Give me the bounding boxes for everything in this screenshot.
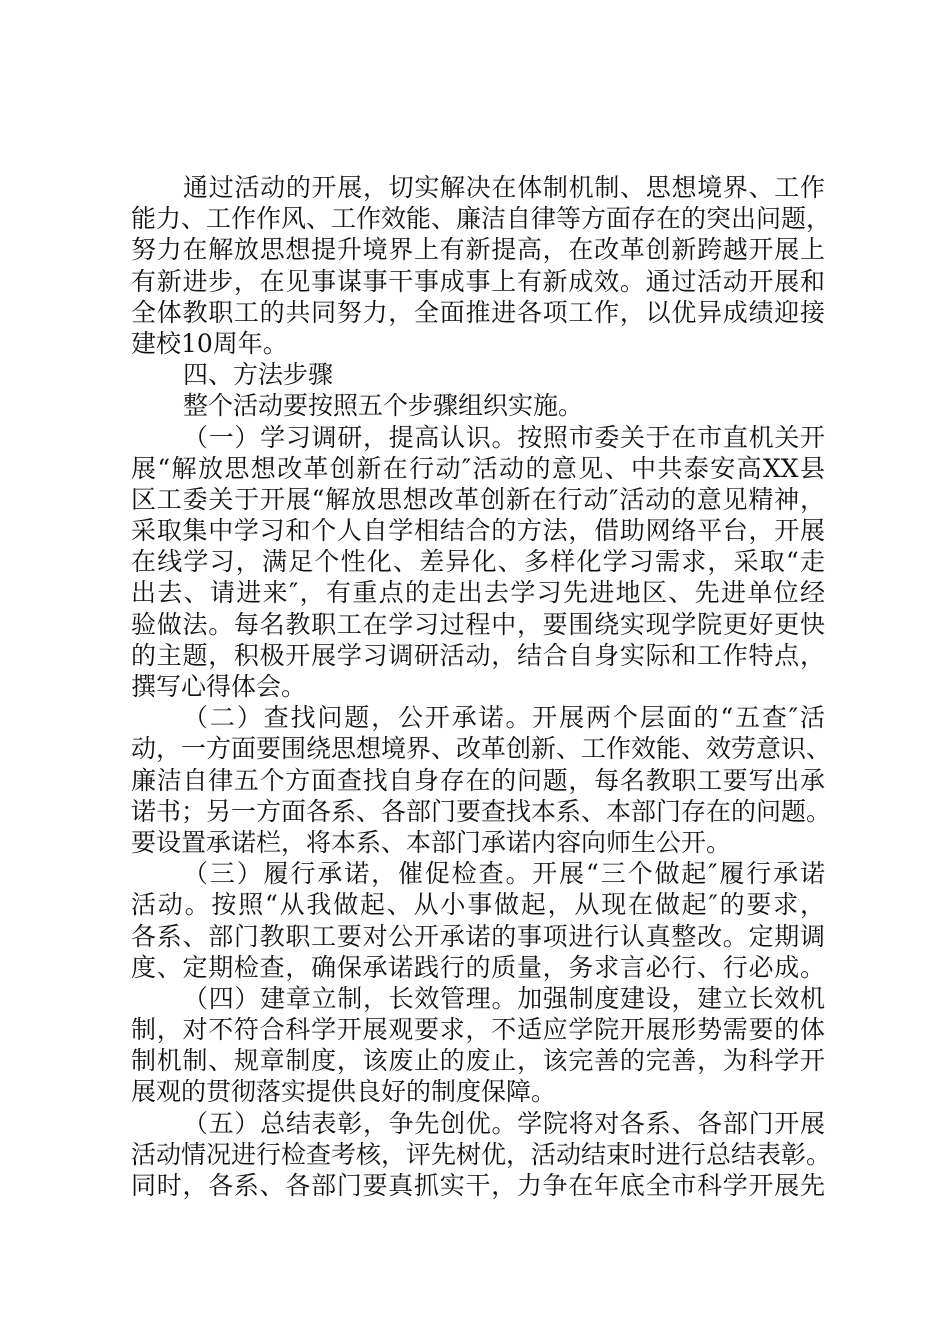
- text-line: 展“解放思想改革创新在行动″活动的意见、中共泰安高XX县: [131, 453, 825, 483]
- text-line: （二）查找问题，公开承诺。开展两个层面的“五查″活: [183, 703, 825, 733]
- text-line: 制机制、规章制度，该废止的废止，该完善的完善，为科学开: [131, 1046, 825, 1076]
- text-line: （四）建章立制，长效管理。加强制度建设，建立长效机: [183, 983, 825, 1013]
- text-line: 验做法。每名教职工在学习过程中，要围绕实现学院更好更快: [131, 609, 825, 639]
- text-line: 努力在解放思想提升境界上有新提高，在改革创新跨越开展上: [131, 235, 825, 265]
- text-line: 制，对不符合科学开展观要求，不适应学院开展形势需要的体: [131, 1015, 825, 1045]
- text-line: 的主题，积极开展学习调研活动，结合自身实际和工作特点，: [131, 640, 825, 670]
- text-line: 活动。按照“从我做起、从小事做起，从现在做起″的要求，: [131, 890, 825, 920]
- text-line: 度、定期检查，确保承诺践行的质量，务求言必行、行必成。: [131, 952, 825, 982]
- text-line: （一）学习调研，提高认识。按照市委关于在市直机关开: [183, 422, 825, 452]
- text-line: 建校10周年。: [131, 328, 288, 358]
- text-line: 动，一方面要围绕思想境界、改革创新、工作效能、效劳意识、: [131, 734, 832, 764]
- text-line: 活动情况进行检查考核，评先树优，活动结束时进行总结表彰。: [131, 1139, 832, 1169]
- text-line: 撰写心得体会。: [131, 672, 307, 701]
- text-line: 要设置承诺栏，将本系、本部门承诺内容向师生公开。: [131, 827, 732, 857]
- paragraph-heading-4: [131, 359, 825, 390]
- text-line: 廉洁自律五个方面查找自身存在的问题，每名教职工要写出承: [131, 765, 825, 795]
- text-line: 有新进步，在见事谋事干事成事上有新成效。通过活动开展和: [131, 266, 825, 296]
- text-line: 通过活动的开展，切实解决在体制机制、思想境界、工作: [183, 173, 825, 202]
- text-line: 展观的贯彻落实提供良好的制度保障。: [131, 1077, 557, 1107]
- paragraph-step-1: [131, 422, 825, 703]
- text-line: 四、方法步骤: [183, 360, 334, 390]
- text-line: （五）总结表彰，争先创优。学院将对各系、各部门开展: [183, 1108, 825, 1138]
- text-line: 能力、工作作风、工作效能、廉洁自律等方面存在的突出问题，: [131, 204, 832, 234]
- paragraph-step-2: [131, 702, 832, 858]
- text-line: 全体教职工的共同努力，全面推进各项工作，以优异成绩迎接: [131, 297, 825, 327]
- text-line: 同时，各系、各部门要真抓实干，力争在年底全市科学开展先: [131, 1171, 825, 1200]
- text-line: 整个活动要按照五个步骤组织实施。: [183, 391, 584, 421]
- paragraph-step-3: [131, 858, 825, 983]
- text-line: 在线学习，满足个性化、差异化、多样化学习需求，采取“走: [131, 547, 825, 577]
- document-body: [131, 172, 832, 1201]
- text-line: 出去、请进来″，有重点的走出去学习先进地区、先进单位经: [131, 578, 825, 608]
- text-line: 区工委关于开展“解放思想改革创新在行动″活动的意见精神，: [131, 484, 825, 514]
- text-line: 诺书；另一方面各系、各部门要查找本系、本部门存在的问题。: [131, 796, 832, 826]
- paragraph-goal: [131, 172, 832, 359]
- text-line: 采取集中学习和个人自学相结合的方法，借助网络平台，开展: [131, 516, 825, 546]
- text-line: （三）履行承诺，催促检查。开展“三个做起″履行承诺: [183, 859, 825, 889]
- text-line: 各系、部门教职工要对公开承诺的事项进行认真整改。定期调: [131, 921, 825, 951]
- paragraph-overview: [131, 390, 825, 421]
- paragraph-step-5: [131, 1108, 832, 1202]
- paragraph-step-4: [131, 983, 825, 1108]
